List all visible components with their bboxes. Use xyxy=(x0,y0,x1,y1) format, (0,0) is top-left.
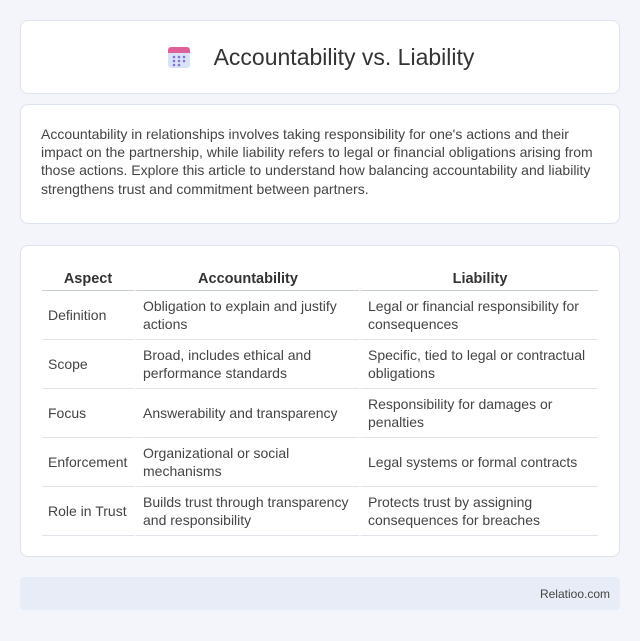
table-row xyxy=(42,291,598,340)
calendar-icon xyxy=(166,44,192,70)
row-accountability: Builds trust through transparency and responsibility xyxy=(134,487,359,536)
row-aspect: Role in Trust xyxy=(42,487,134,536)
row-liability: Protects trust by assigning consequences for breaches xyxy=(359,487,598,536)
header-aspect: Aspect xyxy=(42,262,134,291)
table-row xyxy=(42,389,598,438)
page-title: Accountability vs. Liability xyxy=(213,43,475,70)
comparison-table xyxy=(42,262,598,536)
row-accountability: Organizational or social mechanisms xyxy=(134,438,359,487)
row-liability: Specific, tied to legal or contractual obligations xyxy=(359,340,598,389)
intro-text: Accountability in relationships involves taking responsibility for one's actions and their impact on the partnership, while liability refers to legal or financial obligations arising from those actions. Explore this article to understand how balancing accountability and liability strengthens trust and commitment between partners. xyxy=(41,126,593,197)
row-accountability: Obligation to explain and justify actions xyxy=(134,291,359,340)
row-accountability: Broad, includes ethical and performance standards xyxy=(134,340,359,389)
row-aspect: Scope xyxy=(42,340,134,389)
footer-site-link[interactable]: Relatioo.com xyxy=(539,586,610,601)
footer xyxy=(20,577,620,610)
intro-card xyxy=(20,104,620,224)
title-card xyxy=(20,20,620,94)
row-liability: Responsibility for damages or penalties xyxy=(359,389,598,438)
row-aspect: Definition xyxy=(42,291,134,340)
comparison-table-card xyxy=(20,245,620,557)
table-row xyxy=(42,438,598,487)
header-accountability: Accountability xyxy=(134,262,359,291)
row-aspect: Enforcement xyxy=(42,438,134,487)
row-liability: Legal systems or formal contracts xyxy=(359,438,598,487)
table-row xyxy=(42,487,598,536)
row-accountability: Answerability and transparency xyxy=(134,389,359,438)
row-aspect: Focus xyxy=(42,389,134,438)
table-row xyxy=(42,340,598,389)
row-liability: Legal or financial responsibility for consequences xyxy=(359,291,598,340)
table-header-row xyxy=(42,262,598,291)
header-liability: Liability xyxy=(359,262,598,291)
